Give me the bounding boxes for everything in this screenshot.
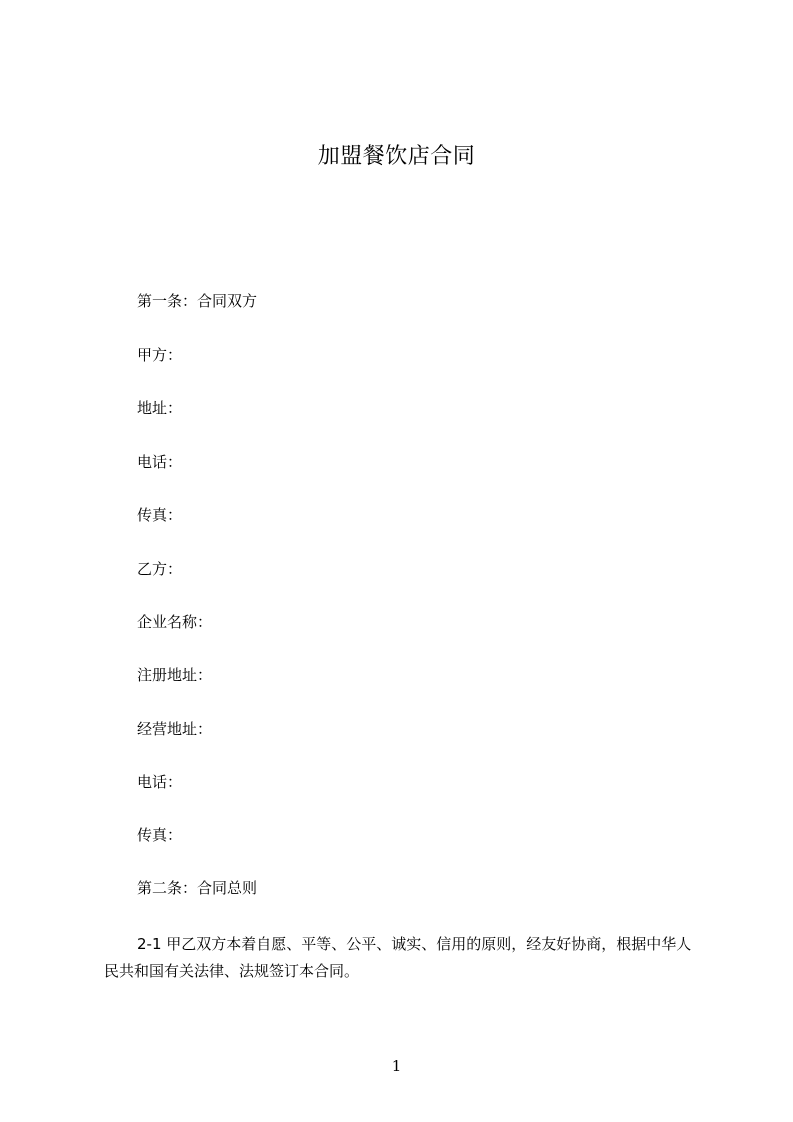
party-b-phone-label: 电话： [137, 773, 183, 791]
party-a-fax-label: 传真： [137, 506, 183, 524]
party-a-phone-label: 电话： [137, 453, 183, 471]
page-number: 1 [391, 1057, 402, 1075]
section-heading-parties: 第一条：合同双方 [137, 292, 258, 310]
company-name-label: 企业名称： [137, 613, 213, 631]
clause-2-1-paragraph: 2-1 甲乙双方本着自愿、平等、公平、诚实、信用的原则，经友好协商，根据中华人民共和国有关法律、法规签订本合同。 [104, 935, 692, 980]
business-address-label: 经营地址： [137, 720, 213, 738]
document-title: 加盟餐饮店合同 [317, 144, 476, 169]
party-b-label: 乙方： [137, 560, 183, 578]
registered-address-label: 注册地址： [137, 666, 213, 684]
section-heading-general: 第二条：合同总则 [137, 879, 258, 897]
party-a-label: 甲方： [137, 346, 183, 364]
party-b-fax-label: 传真： [137, 826, 183, 844]
party-a-address-label: 地址： [137, 399, 183, 417]
